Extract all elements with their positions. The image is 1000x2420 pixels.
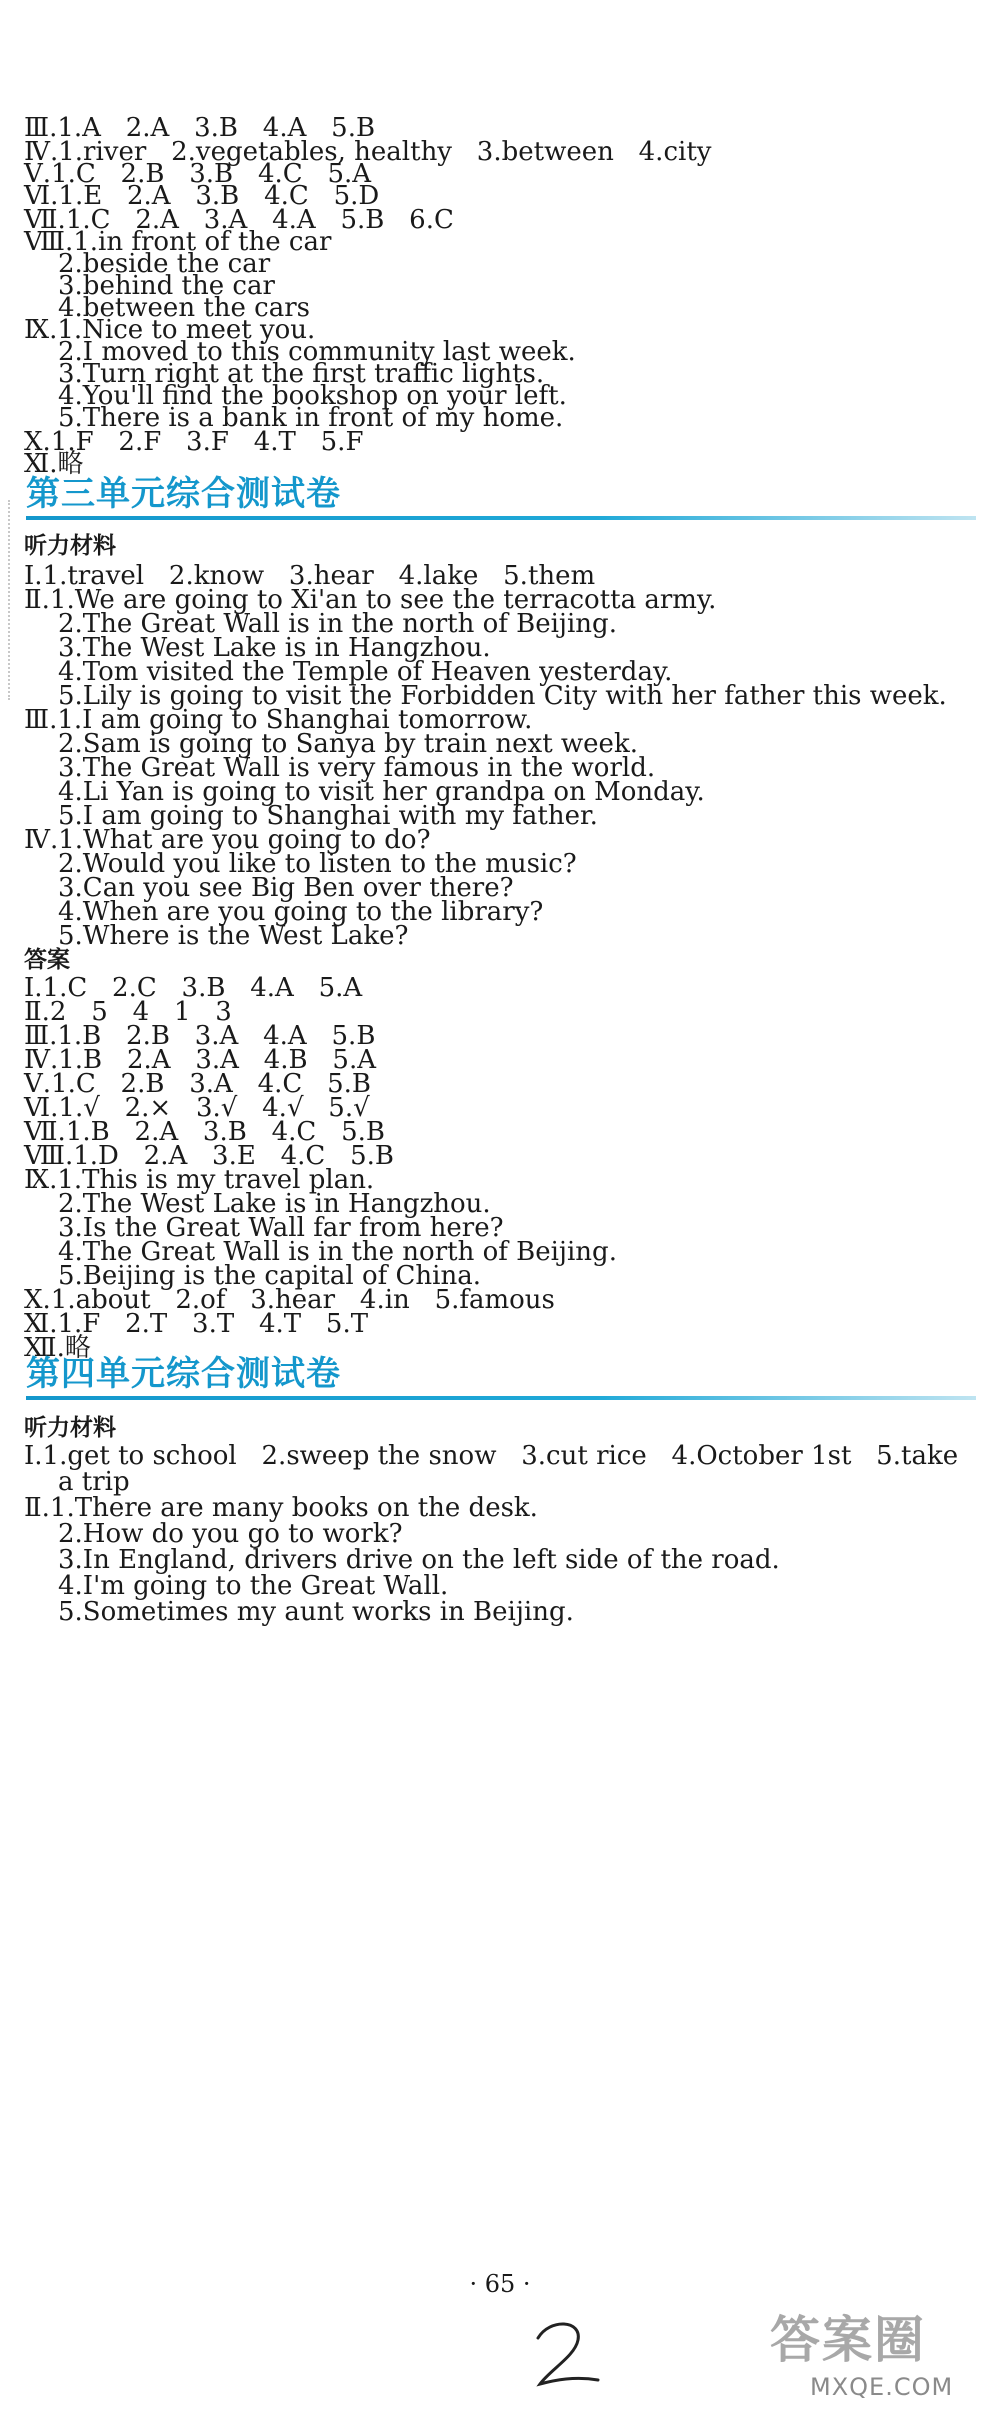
unit3-heading (26, 472, 976, 520)
u3-answer-line-9-5: 5.Beijing is the capital of China. (58, 1261, 481, 1291)
answer-line-9-5: 5.There is a bank in front of my home. (58, 403, 564, 433)
answer-line-8-4: 4.between the cars (58, 293, 311, 323)
u3-answer-line-2: Ⅱ.2 5 4 1 3 (24, 997, 232, 1027)
u3-listen-line-4-3: 3.Can you see Big Ben over there? (58, 873, 514, 903)
u3-listen-line-4-2: 2.Would you like to listen to the music? (58, 849, 577, 879)
answer-line-8-2: 2.beside the car (58, 249, 271, 279)
u3-listen-line-2-4: 4.Tom visited the Temple of Heaven yesterday. (58, 657, 673, 687)
u3-answer-line-8: Ⅷ.1.D 2.A 3.E 4.C 5.B (24, 1141, 395, 1171)
answer-line-9-2: 2.I moved to this community last week. (58, 337, 576, 367)
u3-listen-line-2: Ⅱ.1.We are going to Xi'an to see the terracotta army. (24, 585, 717, 615)
u3-listen-line-3-3: 3.The Great Wall is very famous in the world. (58, 753, 656, 783)
u4-listen-line-2-2: 2.How do you go to work? (58, 1519, 403, 1549)
u3-listen-line-4-4: 4.When are you going to the library? (58, 897, 544, 927)
u3-listen-line-4: Ⅳ.1.What are you going to do? (24, 825, 431, 855)
u3-answer-line-9-4: 4.The Great Wall is in the north of Beijing. (58, 1237, 617, 1267)
answer-line-3: Ⅲ.1.A 2.A 3.B 4.A 5.B (24, 113, 376, 143)
answer-line-5: Ⅴ.1.C 2.B 3.B 4.C 5.A (24, 159, 372, 189)
unit3-listening-label: 听力材料 (24, 533, 116, 559)
u4-listen-line-2-3: 3.In England, drivers drive on the left side of the road. (58, 1545, 780, 1575)
watermark-url: MXQE.COM (810, 2373, 954, 2401)
u4-listen-line-2-4: 4.I'm going to the Great Wall. (58, 1571, 449, 1601)
answer-line-9-4: 4.You'll find the bookshop on your left. (58, 381, 567, 411)
u3-answer-line-4: Ⅳ.1.B 2.A 3.A 4.B 5.A (24, 1045, 376, 1075)
u3-answer-line-7: Ⅶ.1.B 2.A 3.B 4.C 5.B (24, 1117, 386, 1147)
u3-answer-line-3: Ⅲ.1.B 2.B 3.A 4.A 5.B (24, 1021, 376, 1051)
u3-answer-line-9-3: 3.Is the Great Wall far from here? (58, 1213, 504, 1243)
u3-answer-line-1: Ⅰ.1.C 2.C 3.B 4.A 5.A (24, 973, 363, 1003)
u3-listen-line-2-2: 2.The Great Wall is in the north of Beijing. (58, 609, 617, 639)
u3-listen-line-4-5: 5.Where is the West Lake? (58, 921, 409, 951)
unit4-heading (26, 1352, 976, 1400)
u3-listen-line-1: Ⅰ.1.travel 2.know 3.hear 4.lake 5.them (24, 561, 596, 591)
answer-line-7: Ⅶ.1.C 2.A 3.A 4.A 5.B 6.C (24, 205, 454, 235)
u3-listen-line-3-2: 2.Sam is going to Sanya by train next week. (58, 729, 638, 759)
u4-listen-line-2: Ⅱ.1.There are many books on the desk. (24, 1493, 538, 1523)
answer-line-6: Ⅵ.1.E 2.A 3.B 4.C 5.D (24, 181, 380, 211)
unit4-listening-label: 听力材料 (24, 1415, 116, 1441)
u3-answer-line-12: Ⅻ.略 (24, 1333, 91, 1363)
u3-answer-line-6: Ⅵ.1.√ 2.× 3.√ 4.√ 5.√ (24, 1093, 370, 1123)
u3-listen-line-3: Ⅲ.1.I am going to Shanghai tomorrow. (24, 705, 533, 735)
answer-line-9: Ⅸ.1.Nice to meet you. (24, 315, 316, 345)
unit3-title: 第三单元综合测试卷 (26, 474, 341, 514)
u3-answer-line-5: Ⅴ.1.C 2.B 3.A 4.C 5.B (24, 1069, 372, 1099)
scribble-drawing (520, 2310, 610, 2400)
unit3-answers-label: 答案 (24, 947, 70, 973)
answer-line-8: Ⅷ.1.in front of the car (24, 227, 332, 257)
scribble-text: 2 (520, 2310, 521, 2311)
answer-line-9-3: 3.Turn right at the first traffic lights. (58, 359, 545, 389)
unit4-title: 第四单元综合测试卷 (26, 1354, 341, 1394)
answer-line-10: Ⅹ.1.F 2.F 3.F 4.T 5.F (24, 427, 364, 457)
watermark (770, 2310, 985, 2410)
u3-listen-line-3-5: 5.I am going to Shanghai with my father. (58, 801, 598, 831)
u3-answer-line-11: Ⅺ.1.F 2.T 3.T 4.T 5.T (24, 1309, 369, 1339)
u4-listen-line-1: Ⅰ.1.get to school 2.sweep the snow 3.cut rice 4.October 1st 5.take (24, 1441, 959, 1471)
u4-listen-line-1-cont: a trip (58, 1467, 130, 1497)
u4-listen-line-2-5: 5.Sometimes my aunt works in Beijing. (58, 1597, 574, 1627)
answer-line-4: Ⅳ.1.river 2.vegetables, healthy 3.between 4.city (24, 137, 712, 167)
unit4-heading-bar (26, 1396, 976, 1400)
unit3-heading-bar (26, 516, 976, 520)
u3-listen-line-3-4: 4.Li Yan is going to visit her grandpa on Monday. (58, 777, 705, 807)
u3-answer-line-10: Ⅹ.1.about 2.of 3.hear 4.in 5.famous (24, 1285, 555, 1315)
u3-listen-line-2-3: 3.The West Lake is in Hangzhou. (58, 633, 491, 663)
handwritten-scribble (520, 2310, 610, 2407)
margin-dotted-rule (8, 500, 10, 700)
page-number: · 65 · (469, 2270, 531, 2298)
u3-answer-line-9: Ⅸ.1.This is my travel plan. (24, 1165, 375, 1195)
watermark-logo: 答案圈 (770, 2311, 926, 2369)
answer-line-8-3: 3.behind the car (58, 271, 275, 301)
answer-line-11: Ⅺ.略 (24, 449, 84, 479)
u3-answer-line-9-2: 2.The West Lake is in Hangzhou. (58, 1189, 491, 1219)
u3-listen-line-2-5: 5.Lily is going to visit the Forbidden City with her father this week. (58, 681, 947, 711)
